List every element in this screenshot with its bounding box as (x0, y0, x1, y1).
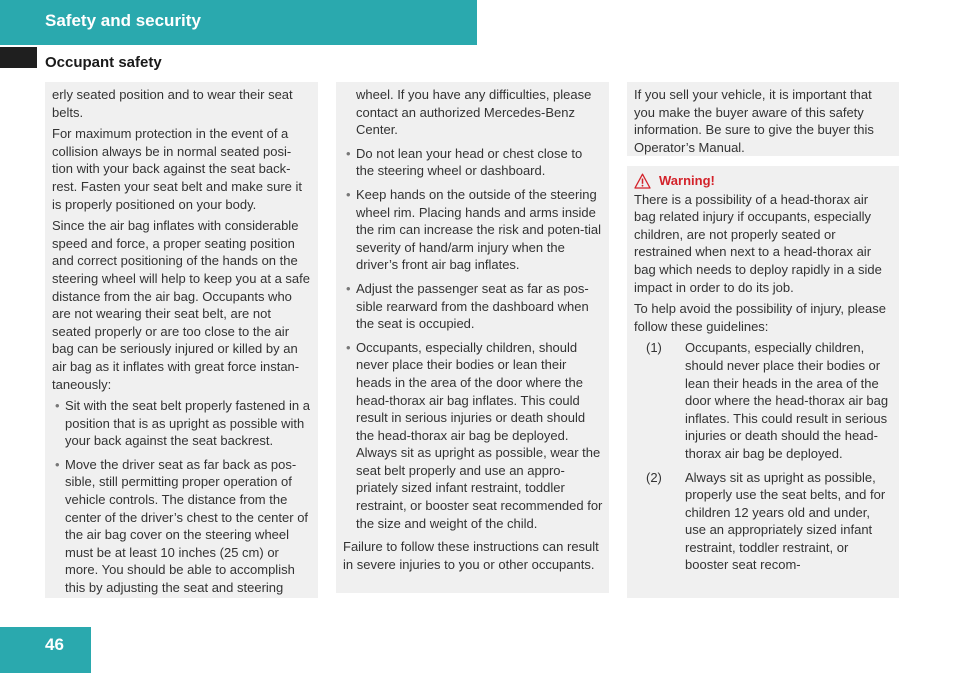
bullet-list (52, 397, 312, 597)
list-item: • Adjust the passenger seat as far as pos-sible rearward from the dashboard when the seat is occupied. (343, 280, 603, 333)
paragraph: For maximum protection in the event of a collision always be in normal seated posi-tion with your back against the seat back-rest. Fasten your seat belt and make sure it is properly positioned on your body. (52, 126, 303, 212)
list-item: • Move the driver seat as far back as pos-sible, still permitting proper operation of vehicle controls. The distance from the center of the driver’s chest to the center of the air bag cover on the steering wheel must be at least 10 inches (25 cm) or more. You should be able to accomplish this by adjusting the seat and steering (52, 456, 312, 597)
list-item: • Occupants, especially children, should never place their bodies or lean their heads in the area of the door where the head-thorax air bag inflates. This could result in serious injuries or death should the head-thorax air bag be deployed. Always sit as upright as possible, wear the seat belt properly and use an appro-priately sized infant restraint, toddler restraint, or booster seat recommended for the size and weight of the child. (343, 339, 603, 533)
list-item: • Do not lean your head or chest close to the steering wheel or dashboard. (343, 145, 603, 180)
warning-triangle-icon (634, 173, 651, 189)
info-box (627, 82, 899, 156)
list-text: Occupants, especially children, should never place their bodies or lean their heads in the area of the door where the head-thorax air bag inflates. This could result in serious injuries or death should the head-thorax air bag be deployed. (685, 340, 889, 461)
paragraph: Failure to follow these instructions can result in severe injuries to you or other occupants. (343, 539, 599, 572)
list-item: • Keep hands on the outside of the steering wheel rim. Placing hands and arms inside the rim can increase the risk and poten-tial severity of hand/arm injury when the driver’s front air bag inflates. (343, 186, 603, 274)
paragraph: erly seated position and to wear their seat belts. (52, 87, 293, 120)
list-number: (1) (646, 340, 662, 356)
page-number: 46 (45, 635, 64, 654)
warning-box (627, 166, 899, 598)
numbered-list (634, 339, 893, 574)
list-item: • Sit with the seat belt properly fastened in a position that is as upright as possible with your back against the seat backrest. (52, 397, 312, 450)
list-item (634, 339, 893, 462)
bullet-list (343, 145, 603, 532)
paragraph: If you sell your vehicle, it is important that you make the buyer aware of this safety information. Be sure to give the buyer this Operator’s Manual. (634, 87, 874, 155)
section-marker (0, 47, 37, 68)
text-column-2 (336, 82, 609, 593)
paragraph: wheel. If you have any difficulties, please contact an authorized Mercedes-Benz Center. (356, 87, 592, 138)
paragraph: Since the air bag inflates with considerable speed and force, a proper seating position and correct positioning of the hands on the steering wheel will help to keep you at a safe distance from the air bag. Occupants who are not wearing their seat belt, are not seated properly or are too close to the air bag can be seriously injured or killed by an air bag as it inflates with great force instan-taneously: (52, 218, 310, 392)
warning-heading (634, 172, 893, 190)
list-number: (2) (646, 469, 662, 485)
subheading: Occupant safety (45, 54, 162, 71)
paragraph: There is a possibility of a head-thorax air bag related injury if occupants, especially children, are not properly seated or restrained when next to a head-thorax air bag which needs to deploy rapidly in a side impact in order to do its job. (634, 191, 882, 295)
text-column-1 (45, 82, 318, 598)
section-title: Safety and security (45, 11, 201, 30)
warning-label: Warning! (659, 173, 715, 188)
list-item (634, 469, 893, 575)
list-text: Always sit as upright as possible, properly use the seat belts, and for children 12 years old and under, use an appropriately sized infant restraint, toddler restraint, or booster seat recom- (685, 469, 886, 573)
paragraph: To help avoid the possibility of injury, please follow these guidelines: (634, 301, 886, 334)
